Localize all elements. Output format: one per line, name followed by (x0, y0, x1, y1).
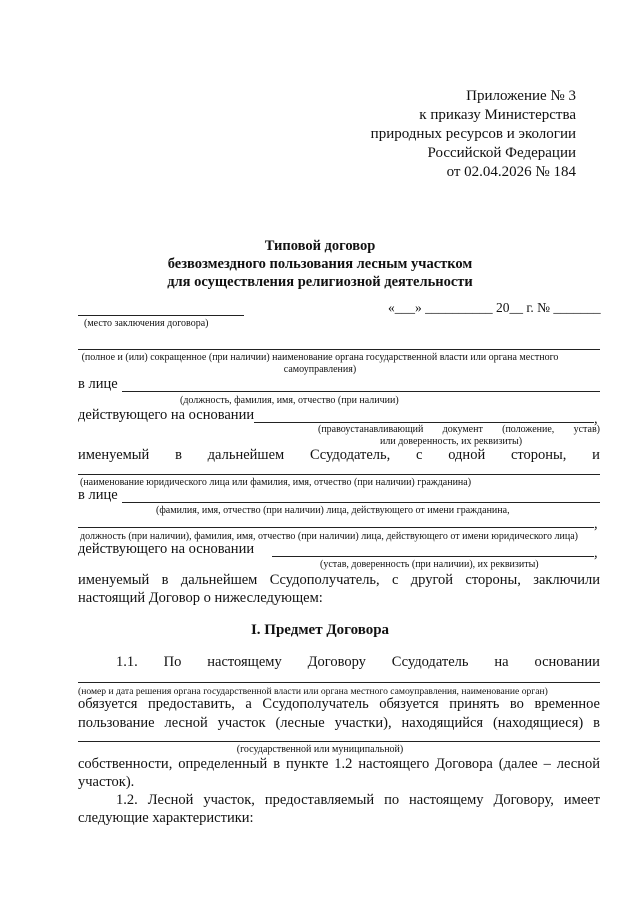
decision-caption: (номер и дата решения органа государственной власти или органа местного самоуправления, наименование орган) (78, 686, 548, 697)
borrower-person-caption: (фамилия, имя, отчество (при наличии) лица, действующего от имени гражданина, (156, 505, 510, 516)
appendix-number: Приложение № 3 (466, 88, 576, 104)
borrower-position-caption: должность (при наличии), фамилия, имя, отчество (при наличии) лица, действующего от имени юридического лица) (80, 531, 578, 542)
borrower-basis-blank-line (272, 556, 594, 557)
clause-1-1-line-2: обязуется предоставить, а Ссудополучатель обязуется принять во временное (78, 696, 600, 712)
borrower-name-blank-line (78, 474, 600, 475)
lender-named-row: именуемый в дальнейшем Ссудодатель, с одной стороны, и (78, 447, 600, 463)
borrower-in-person-label: в лице (78, 487, 118, 503)
ownership-caption: (государственной или муниципальной) (236, 744, 404, 755)
lender-in-person-label: в лице (78, 376, 118, 392)
lender-person-blank-line (122, 391, 600, 392)
lender-basis-label: действующего на основании (78, 407, 255, 423)
order-date-number: от 02.04.2026 № 184 (446, 164, 576, 180)
borrower-named-line-1: именуемый в дальнейшем Ссудополучатель, с другой стороны, заключили (78, 572, 600, 588)
document-subtitle-2: для осуществления религиозной деятельности (167, 274, 473, 290)
lender-person-caption: (должность, фамилия, имя, отчество (при наличии) (180, 395, 399, 406)
section-1-heading: I. Предмет Договора (250, 622, 390, 638)
clause-1-2-line-1: 1.2. Лесной участок, предоставляемый по настоящему Договору, имеет (116, 792, 600, 808)
ministry-name: природных ресурсов и экологии (370, 126, 576, 142)
decision-blank-line (78, 682, 600, 683)
place-caption: (место заключения договора) (84, 318, 209, 329)
date-number-template: «___» __________ 20__ г. № _______ (388, 300, 601, 315)
clause-1-1-line-3: пользование лесной участок (лесные участки), находящийся (находящиеся) в (78, 715, 600, 731)
country-name: Российской Федерации (427, 145, 576, 161)
borrower-position-blank-line (78, 527, 594, 528)
lender-org-caption-2: самоуправления) (283, 364, 357, 375)
document-subtitle-1: безвозмездного пользования лесным участком (167, 256, 473, 272)
lender-basis-blank-line (254, 422, 594, 423)
clause-1-1-line-5: участок). (78, 774, 135, 790)
borrower-name-caption: (наименование юридического лица или фамилия, имя, отчество (при наличии) гражданина) (80, 477, 472, 488)
borrower-person-blank-line (122, 502, 600, 503)
lender-org-blank-line (78, 349, 600, 350)
lender-basis-caption-1: (правоустанавливающий документ (положение, устав) (318, 424, 600, 435)
clause-1-2-line-2: следующие характеристики: (78, 810, 254, 826)
clause-1-1-line-4: собственности, определенный в пункте 1.2 настоящего Договора (далее – лесной (78, 756, 600, 772)
borrower-basis-label: действующего на основании (78, 541, 255, 557)
document-title: Типовой договор (264, 238, 376, 254)
place-blank-line (78, 315, 244, 316)
lender-org-caption: (полное и (или) сокращенное (при наличии) наименование органа государственной власти или органа местного (81, 352, 559, 363)
lender-basis-caption-2: или доверенность, их реквизиты) (380, 436, 523, 447)
ownership-blank-line (78, 741, 600, 742)
borrower-basis-caption: (устав, доверенность (при наличии), их реквизиты) (320, 559, 539, 570)
clause-1-1-line-1: 1.1. По настоящему Договору Ссудодатель на основании (116, 654, 600, 670)
order-reference: к приказу Министерства (419, 107, 576, 123)
borrower-named-line-2: настоящий Договор о нижеследующем: (78, 590, 323, 606)
